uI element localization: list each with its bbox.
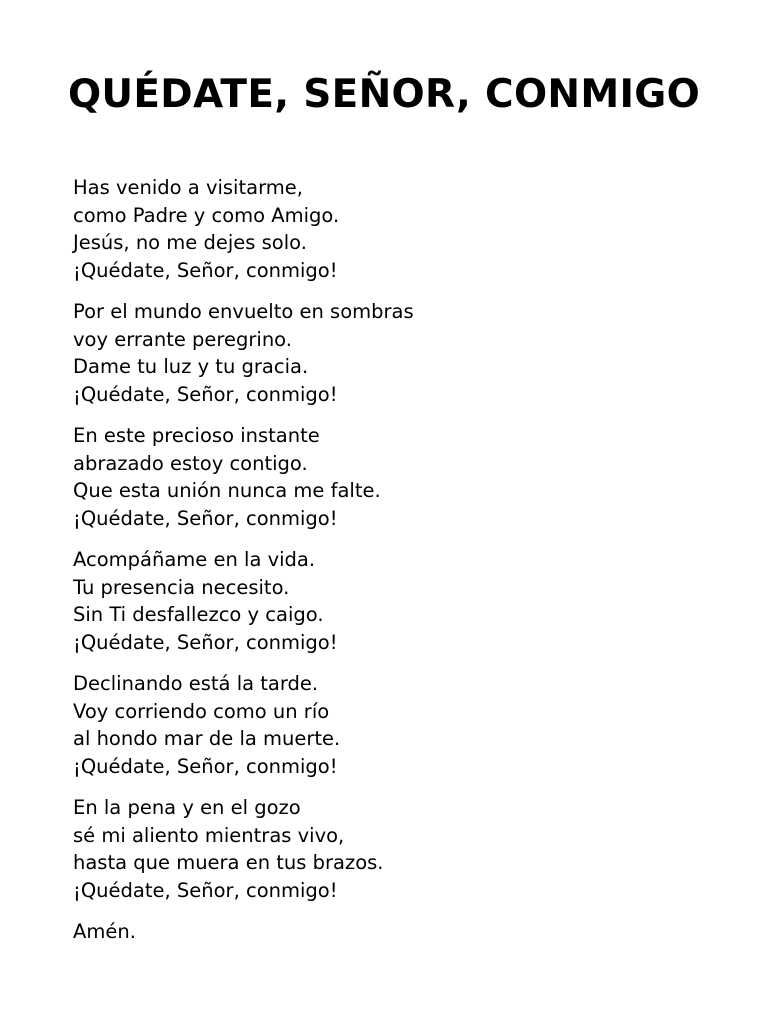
stanza-3 <box>73 422 713 532</box>
verse-line: Jesús, no me dejes solo. <box>73 231 307 254</box>
stanza-5 <box>73 670 713 780</box>
stanza-2 <box>73 298 713 408</box>
verse-line: abrazado estoy contigo. <box>73 451 308 475</box>
verse-line: Has venido a visitarme, <box>73 176 303 199</box>
verse-line: Declinando está la tarde. <box>73 672 319 695</box>
closing-line: Amén. <box>73 920 136 943</box>
verse-line: Por el mundo envuelto en sombras <box>73 300 414 323</box>
stanza-6 <box>73 794 713 904</box>
verse-line: al hondo mar de la muerte. <box>73 727 341 750</box>
refrain-line: ¡Quédate, Señor, conmigo! <box>73 754 338 778</box>
verse-line: En la pena y en el gozo <box>73 796 301 819</box>
verse-line: Tu presencia necesito. <box>73 575 290 599</box>
refrain-line: ¡Quédate, Señor, conmigo! <box>73 506 338 530</box>
verse-line: Dame tu luz y tu gracia. <box>73 355 309 378</box>
refrain-line: ¡Quédate, Señor, conmigo! <box>73 258 338 282</box>
verse-line: voy errante peregrino. <box>73 327 292 351</box>
poem-body <box>73 174 713 960</box>
stanza-4 <box>73 546 713 656</box>
verse-line: como Padre y como Amigo. <box>73 203 340 227</box>
verse-line: En este precioso instante <box>73 424 320 447</box>
refrain-line: ¡Quédate, Señor, conmigo! <box>73 382 338 406</box>
stanza-1 <box>73 174 713 284</box>
verse-line: Voy corriendo como un río <box>73 699 330 723</box>
refrain-line: ¡Quédate, Señor, conmigo! <box>73 630 338 654</box>
refrain-line: ¡Quédate, Señor, conmigo! <box>73 878 338 902</box>
verse-line: Sin Ti desfallezco y caigo. <box>73 603 324 626</box>
verse-line: sé mi aliento mientras vivo, <box>73 823 345 847</box>
closing-stanza <box>73 918 713 946</box>
page-title: QUÉDATE, SEÑOR, CONMIGO <box>67 72 701 117</box>
verse-line: Acompáñame en la vida. <box>73 548 316 571</box>
verse-line: hasta que muera en tus brazos. <box>73 851 384 874</box>
verse-line: Que esta unión nunca me falte. <box>73 479 381 502</box>
